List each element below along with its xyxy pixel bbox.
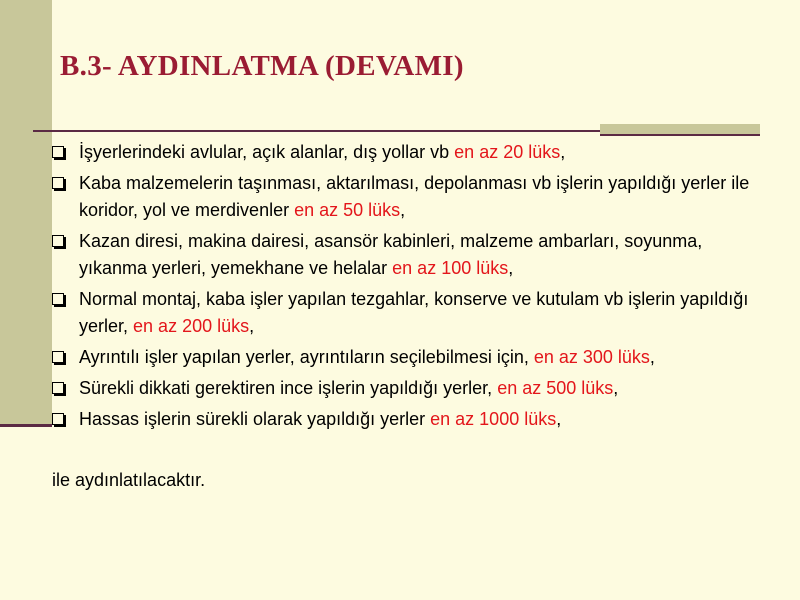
list-item — [52, 286, 772, 340]
list-item — [52, 228, 772, 282]
list-item — [52, 139, 772, 166]
item-text: Ayrıntılı işler yapılan yerler, ayrıntıların seçilebilmesi için, — [79, 347, 534, 367]
item-end: , — [613, 378, 619, 398]
list-item — [52, 375, 772, 402]
item-text: İşyerlerindeki avlular, açık alanlar, dış yollar vb — [79, 142, 455, 162]
checkbox-bullet-icon — [52, 413, 64, 425]
item-end: , — [560, 142, 566, 162]
checkbox-bullet-icon — [52, 177, 64, 189]
list-item — [52, 170, 772, 224]
checkbox-bullet-icon — [52, 235, 64, 247]
checkbox-bullet-icon — [52, 351, 64, 363]
item-end: , — [400, 200, 406, 220]
side-decor-line — [0, 424, 52, 427]
page-title: B.3- AYDINLATMA (DEVAMI) — [60, 50, 464, 82]
item-text: Kazan diresi, makina dairesi, asansör kabinleri, malzeme ambarları, soyunma, yıkanma yerleri, yemekhane ve helalar — [79, 231, 703, 278]
list-item — [52, 344, 772, 371]
item-highlight: en az 500 lüks — [497, 378, 614, 398]
checkbox-bullet-icon — [52, 293, 64, 305]
item-highlight: en az 1000 lüks — [430, 409, 557, 429]
item-end: , — [649, 347, 655, 367]
item-text: Sürekli dikkati gerektiren ince işlerin yapıldığı yerler, — [79, 378, 498, 398]
item-highlight: en az 100 lüks — [392, 258, 509, 278]
item-text: Normal montaj, kaba işler yapılan tezgahlar, konserve ve kutulam vb işlerin yapıldığı yerler, — [79, 289, 749, 336]
bullet-list — [52, 139, 772, 437]
item-highlight: en az 200 lüks — [133, 316, 250, 336]
item-highlight: en az 20 lüks — [454, 142, 561, 162]
side-decor-strip — [0, 0, 52, 427]
checkbox-bullet-icon — [52, 146, 64, 158]
checkbox-bullet-icon — [52, 382, 64, 394]
item-end: , — [249, 316, 255, 336]
list-item — [52, 406, 772, 433]
closing-text: ile aydınlatılacaktır. — [52, 470, 206, 490]
item-text: Hassas işlerin sürekli olarak yapıldığı yerler — [79, 409, 431, 429]
item-text: Kaba malzemelerin taşınması, aktarılması, depolanması vb işlerin yapıldığı yerler ile koridor, yol ve merdivenler — [79, 173, 750, 220]
item-end: , — [556, 409, 562, 429]
item-highlight: en az 50 lüks — [294, 200, 401, 220]
divider-accent-block — [600, 124, 760, 136]
item-end: , — [508, 258, 514, 278]
item-highlight: en az 300 lüks — [533, 347, 650, 367]
